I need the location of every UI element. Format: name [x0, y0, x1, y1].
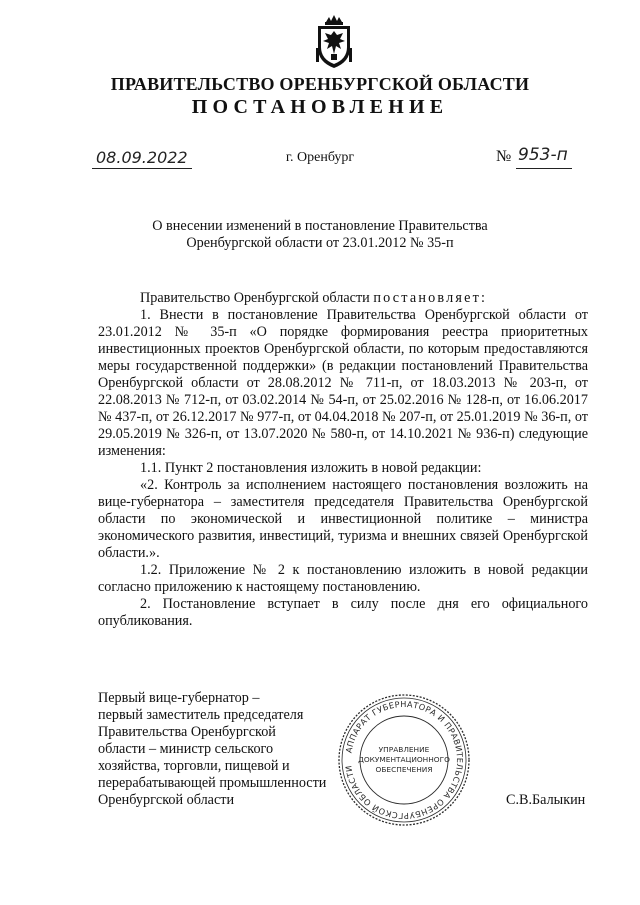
document-date: 08.09.2022	[96, 148, 188, 167]
signatory-line: Первый вице-губернатор –	[98, 690, 260, 706]
signatory-position	[98, 690, 358, 809]
signatory-line: перерабатывающей промышленности	[98, 775, 327, 791]
coat-of-arms-icon	[312, 14, 356, 70]
signatory-line: первый заместитель председателя	[98, 707, 304, 723]
seal-center-line-3: ОБЕСПЕЧЕНИЯ	[375, 765, 433, 774]
paragraph-1-1: 1.1. Пункт 2 постановления изложить в новой редакции:	[140, 460, 482, 476]
intro-prefix: Правительство Оренбургской области	[140, 290, 374, 306]
signatory-name: С.В.Балыкин	[506, 792, 586, 808]
signatory-line: области – министр сельского	[98, 741, 274, 757]
intro-verb: постановляет	[373, 290, 482, 306]
paragraph-quote: «2. Контроль за исполнением настоящего постановления возложить на вице-губернатора – заместителя председателя Правительства Оренбургской области по экономической и инвестиционной политике – министра экономического развития, инвестиций, туризма и внешних связей Оренбургской области.».	[98, 477, 588, 561]
seal-center-line-1: УПРАВЛЕНИЕ	[378, 745, 430, 754]
signatory-line: Правительства Оренбургской	[98, 724, 276, 740]
government-title: ПРАВИТЕЛЬСТВО ОРЕНБУРГСКОЙ ОБЛАСТИ	[110, 74, 530, 94]
document-number: 953-п	[518, 145, 568, 165]
seal-center-line-2: ДОКУМЕНТАЦИОННОГО	[358, 755, 450, 764]
date-underline	[92, 168, 192, 169]
intro-paragraph	[98, 290, 588, 307]
document-subject	[0, 218, 640, 252]
paragraph-1-2: 1.2. Приложение № 2 к постановлению изложить в новой редакции согласно приложению к настоящему постановлению.	[98, 562, 588, 595]
intro-suffix: :	[481, 290, 485, 306]
seal-ring-text: АППАРАТ ГУБЕРНАТОРА И ПРАВИТЕЛЬСТВА ОРЕНБУРГСКОЙ ОБЛАСТИ	[343, 698, 466, 822]
subject-line-2: Оренбургской области от 23.01.2012 № 35-п	[186, 235, 454, 251]
number-underline	[516, 168, 572, 169]
paragraph-1: 1. Внести в постановление Правительства Оренбургской области от 23.01.2012 № 35-п «О порядке формирования реестра приоритетных инвестиционных проектов Оренбургской области, по которым предоставляются меры государственной поддержки» (в редакции постановлений Правительства Оренбургской области от 28.08.2012 № 711-п, от 18.03.2013 № 203-п, от 22.08.2013 № 712-п, от 03.02.2014 № 54-п, от 25.02.2016 № 128-п, от 16.06.2017 № 437-п, от 26.12.2017 № 977-п, от 04.04.2018 № 207-п, от 25.01.2019 № 36-п, от 29.05.2019 № 326-п, от 13.07.2020 № 580-п, от 14.10.2021 № 936-п) следующие изменения:	[98, 307, 588, 459]
subject-line-1: О внесении изменений в постановление Правительства	[152, 218, 488, 234]
document-city: г. Оренбург	[285, 150, 355, 165]
number-sign: №	[496, 148, 512, 165]
seal-stamp	[336, 692, 472, 828]
signatory-line: Оренбургской области	[98, 792, 235, 808]
document-body	[98, 290, 588, 630]
document-type: ПОСТАНОВЛЕНИЕ	[191, 96, 449, 118]
paragraph-2: 2. Постановление вступает в силу после дня его официального опубликования.	[98, 596, 588, 629]
signatory-line: хозяйства, торговли, пищевой и	[98, 758, 290, 774]
